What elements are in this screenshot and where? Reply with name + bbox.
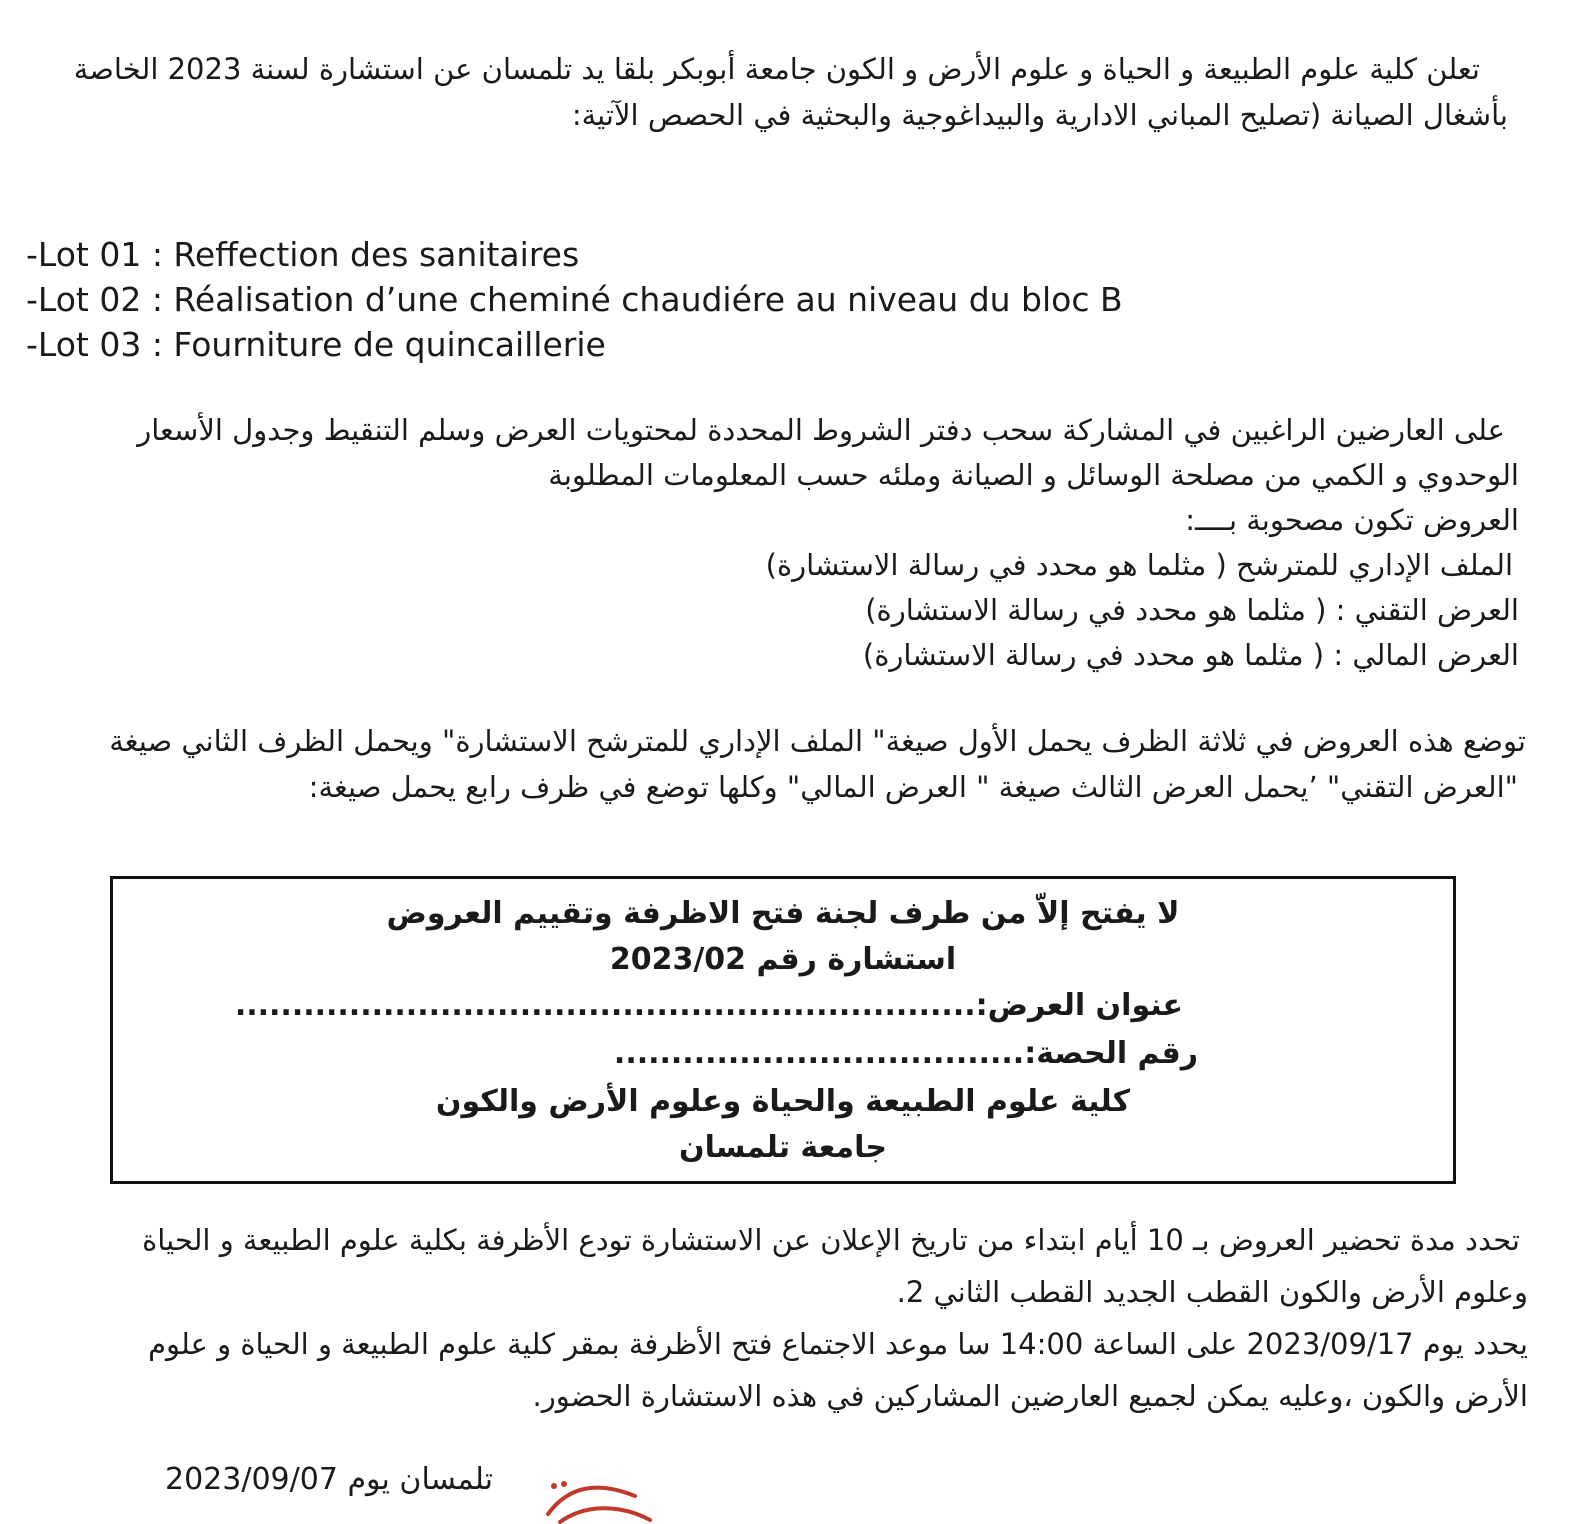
requirements-line-3: العروض تكون مصحوبة بــــ: (1185, 503, 1519, 537)
requirements-line-5: العرض التقني : ( مثلما هو محدد في رسالة الاستشارة) (865, 593, 1519, 627)
lot-number-field: رقم الحصة:.................................... (613, 1036, 1198, 1071)
consultation-number: استشارة رقم 2023/02 (609, 942, 957, 977)
deadline-line-4: الأرض والكون ،وعليه يمكن لجميع العارضين المشاركين في هذه الاستشارة الحضور. (532, 1379, 1528, 1413)
deadline-line-2: وعلوم الأرض والكون القطب الجديد القطب الثاني 2. (896, 1275, 1528, 1309)
offer-title-field: عنوان العرض:................................................................. (234, 988, 1183, 1023)
lot-item: -Lot 03 : Fourniture de quincaillerie (26, 325, 606, 364)
lots-list (26, 232, 1123, 367)
faculty-name: كلية علوم الطبيعة والحياة وعلوم الأرض والكون (435, 1084, 1131, 1119)
envelopes-paragraph (26, 718, 1526, 810)
intro-line-2: بأشغال الصيانة (تصليح المباني الادارية والبيداغوجية والبحثية في الحصص الآتية: (571, 98, 1508, 132)
stamp-mark-icon (540, 1474, 660, 1524)
envelopes-line-2: "العرض التقني" ٬يحمل العرض الثالث صيغة " العرض المالي" وكلها توضع في ظرف رابع يحمل صيغة: (308, 770, 1518, 804)
envelope-label-box (110, 876, 1456, 1184)
requirements-paragraph (130, 408, 1519, 678)
requirements-line-6: العرض المالي : ( مثلما هو محدد في رسالة الاستشارة) (862, 638, 1519, 672)
lot-item: -Lot 02 : Réalisation d’une cheminé chaudiére au niveau du bloc B (26, 280, 1123, 319)
requirements-line-2: الوحدوي و الكمي من مصلحة الوسائل و الصيانة وملئه حسب المعلومات المطلوبة (548, 458, 1519, 492)
place-date: تلمسان يوم 2023/09/07 (165, 1462, 493, 1497)
requirements-line-1: على العارضين الراغبين في المشاركة سحب دفتر الشروط المحددة لمحتويات العرض وسلم التنقيط وجدول الأسعار (137, 413, 1505, 447)
envelopes-line-1: توضع هذه العروض في ثلاثة الظرف يحمل الأول صيغة" الملف الإداري للمترشح الاستشارة" ويحمل الظرف الثاني صيغة (109, 724, 1526, 758)
requirements-line-4: الملف الإداري للمترشح ( مثلما هو محدد في رسالة الاستشارة) (765, 548, 1513, 582)
intro-paragraph (40, 46, 1508, 138)
university-name: جامعة تلمسان (678, 1130, 888, 1165)
box-title: لا يفتح إلاّ من طرف لجنة فتح الاظرفة وتقييم العروض (386, 896, 1180, 931)
deadline-line-1: تحدد مدة تحضير العروض بـ 10 أيام ابتداء من تاريخ الإعلان عن الاستشارة تودع الأظرفة بكلية علوم الطبيعة و الحياة (142, 1223, 1520, 1257)
intro-line-1: تعلن كلية علوم الطبيعة و الحياة و علوم الأرض و الكون جامعة أبوبكر بلقا يد تلمسان عن استشارة لسنة 2023 الخاصة (73, 52, 1480, 86)
lot-item: -Lot 01 : Reffection des sanitaires (26, 235, 580, 274)
deadline-line-3: يحدد يوم 2023/09/17 على الساعة 14:00 سا موعد الاجتماع فتح الأظرفة بمقر كلية علوم الطبيعة و الحياة و علوم (148, 1327, 1528, 1361)
deadline-paragraph (80, 1214, 1528, 1422)
